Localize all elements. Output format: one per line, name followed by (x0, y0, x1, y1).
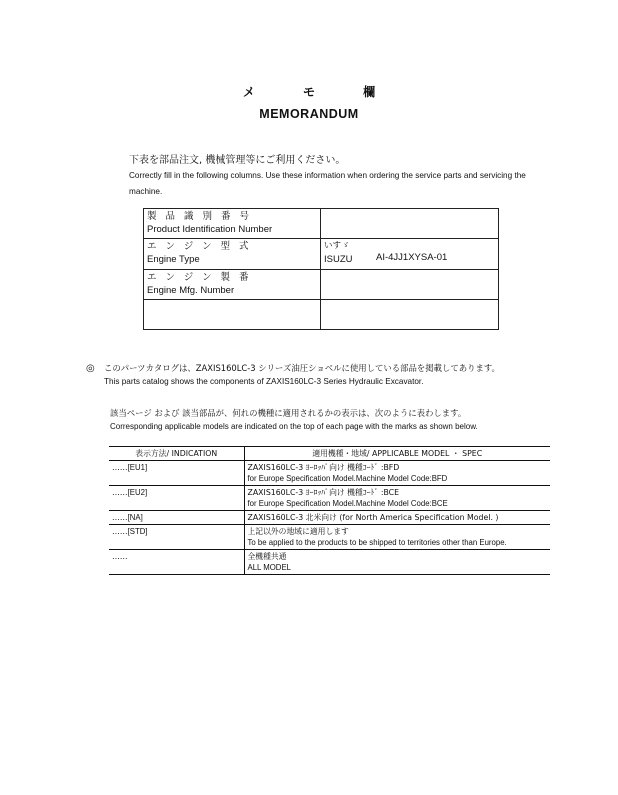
engine-type-label-jp: エンジン型式 (147, 241, 258, 253)
corresponding-note-en: Corresponding applicable models are indicated on the top of each page with the marks as shown below. (110, 422, 478, 431)
model-line1: ZAXIS160LC-3 ﾖｰﾛｯﾊﾟ向け 機種ｺｰﾄﾞ :BCE (247, 488, 400, 497)
engine-model-value: AI-4JJ1XYSA-01 (376, 252, 448, 264)
table-row (109, 486, 550, 511)
product-id-label-jp: 製品識別番号 (147, 211, 259, 222)
table-row (109, 525, 550, 550)
engine-brand-en: ISUZU (324, 254, 353, 266)
engine-type-label-en: Engine Type (147, 254, 200, 266)
page-title-jp: メ モ 欄 (242, 85, 398, 99)
model-line2: ALL MODEL (247, 563, 291, 572)
engine-type-value (321, 239, 499, 269)
catalog-note-jp-text: このパーツカタログは、ZAXIS160LC-3 シリーズ油圧ショベルに使用している部品を掲載してあります。 (104, 363, 500, 373)
product-id-value[interactable] (321, 209, 499, 239)
indication-cell: ‥‥‥[EU2] (109, 486, 244, 511)
model-line1: ZAXIS160LC-3 北米向け (for North America Specification Model. ) (247, 513, 499, 522)
engine-brand-jp: いすゞ (324, 241, 350, 252)
engine-mfg-label-jp: エンジン製番 (147, 271, 258, 283)
model-line2: for Europe Specification Model.Machine Model Code:BCE (247, 499, 448, 508)
engine-mfg-label-en: Engine Mfg. Number (147, 284, 235, 296)
product-id-label-en: Product Identification Number (147, 224, 273, 235)
identification-table (143, 208, 499, 330)
model-line1: 上記以外の地域に適用します (247, 527, 349, 536)
corresponding-note-jp: 該当ページ および 該当部品が、何れの機種に適用されるかの表示は、次のように表わします。 (110, 408, 467, 418)
model-cell (244, 486, 550, 511)
catalog-note-jp (86, 362, 500, 374)
catalog-note-en: This parts catalog shows the components of ZAXIS160LC-3 Series Hydraulic Excavator. (104, 377, 424, 386)
table-row (109, 511, 550, 525)
model-cell (244, 461, 550, 486)
indication-header: 表示方法/ INDICATION (109, 447, 244, 461)
model-line2: To be applied to the products to be shipped to territories other than Europe. (247, 538, 507, 547)
model-cell (244, 550, 550, 575)
page-title: MEMORANDUM (259, 107, 359, 121)
engine-mfg-label (144, 269, 321, 299)
model-line1: 全機種共通 (247, 552, 287, 561)
model-line1: ZAXIS160LC-3 ﾖｰﾛｯﾊﾟ向け 機種ｺｰﾄﾞ :BFD (247, 463, 400, 472)
double-circle-icon: ◎ (86, 363, 95, 374)
model-cell (244, 525, 550, 550)
indication-cell: ‥‥‥ (109, 550, 244, 575)
model-line2: for Europe Specification Model.Machine Model Code:BFD (247, 474, 448, 483)
table-row (109, 461, 550, 486)
indication-cell: ‥‥‥[STD] (109, 525, 244, 550)
applicable-model-header: 適用機種・地域/ APPLICABLE MODEL ・ SPEC (244, 447, 550, 461)
indication-table (109, 446, 550, 575)
indication-cell: ‥‥‥[EU1] (109, 461, 244, 486)
table-row (109, 550, 550, 575)
engine-type-label (144, 239, 321, 269)
indication-cell: ‥‥‥[NA] (109, 511, 244, 525)
engine-mfg-value[interactable] (321, 269, 499, 299)
blank-cell-left[interactable] (144, 299, 321, 329)
product-id-label (144, 209, 321, 239)
blank-cell-right[interactable] (321, 299, 499, 329)
intro-text-jp: 下表を部品注文, 機械管理等にご利用ください。 (129, 155, 346, 166)
intro-text-en: Correctly fill in the following columns. Use these information when ordering the service parts and servicing the machine. (129, 171, 526, 196)
model-cell (244, 511, 550, 525)
